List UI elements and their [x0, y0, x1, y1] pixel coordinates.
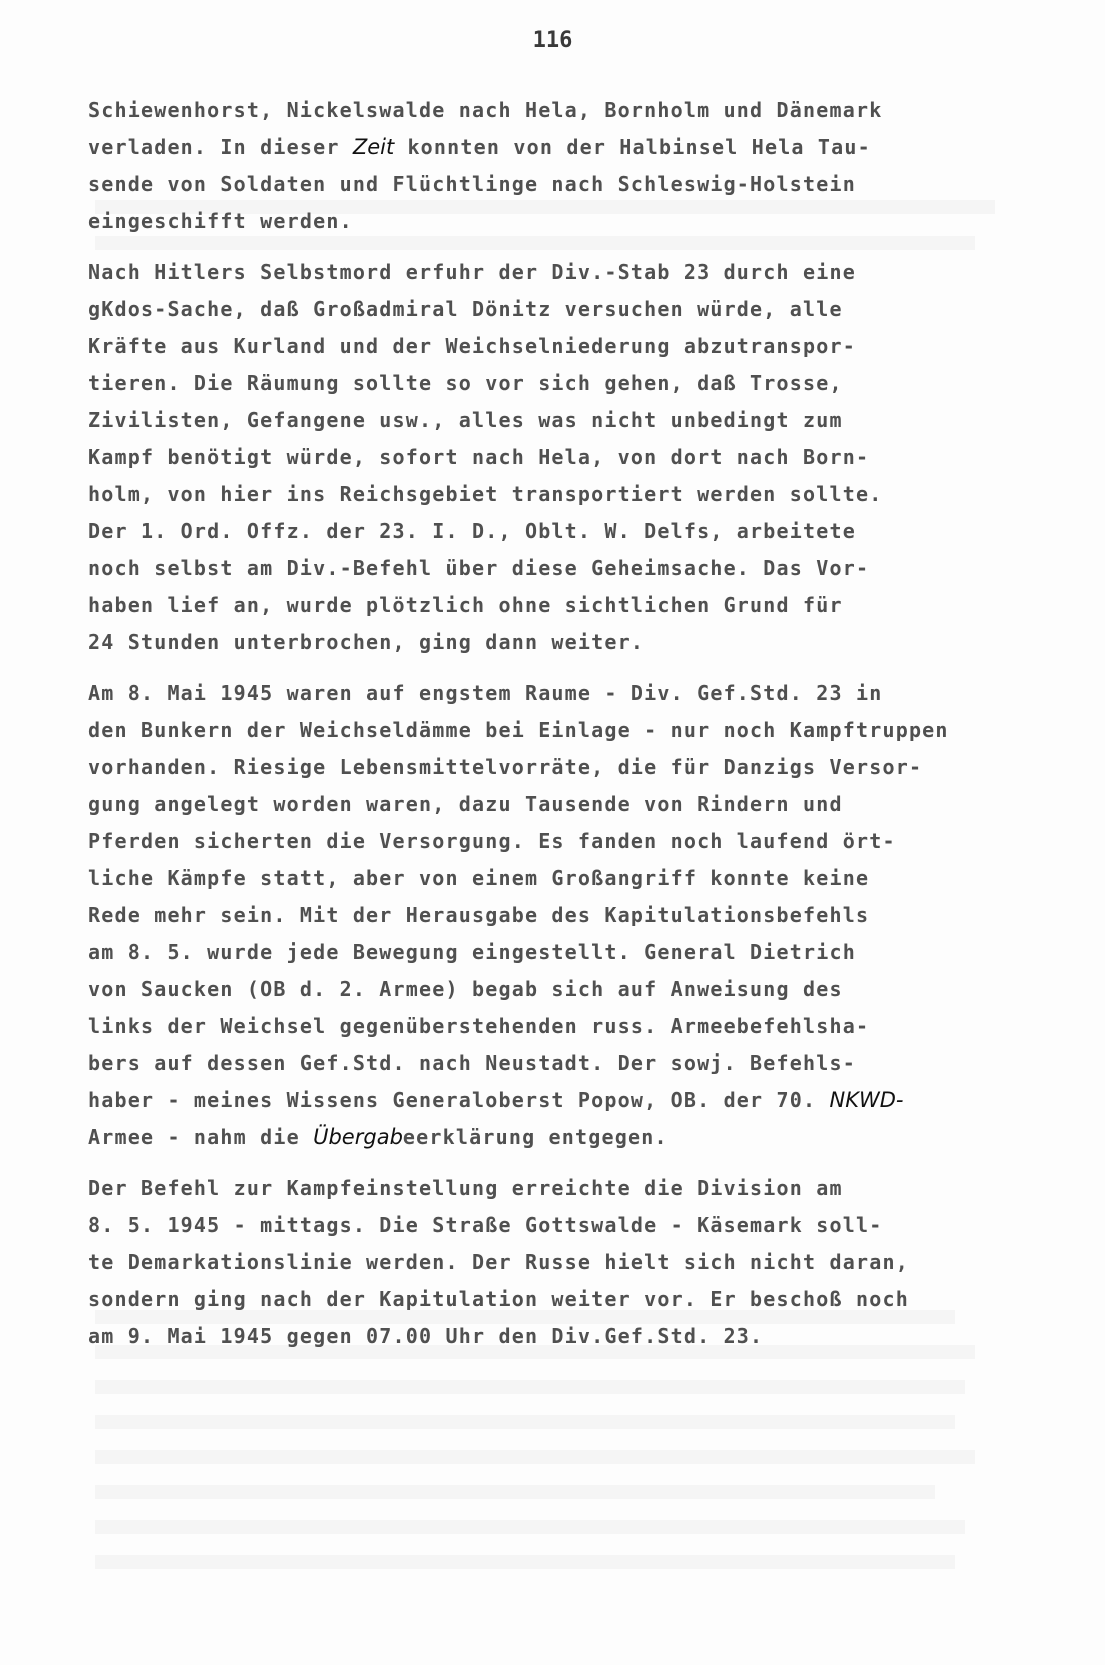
typed-text: Zivilisten, Gefangene usw., alles was nicht unbedingt zum — [88, 408, 843, 432]
typed-text: Am 8. Mai 1945 waren auf engstem Raume - Div. Gef.Std. 23 in — [88, 681, 883, 705]
text-line — [88, 1207, 1078, 1244]
typed-text: konnten von der Halbinsel Hela Tau- — [394, 135, 871, 159]
text-line — [88, 166, 1078, 203]
handwritten-insertion: Übergab — [313, 1125, 403, 1149]
text-line — [88, 749, 1078, 786]
text-line — [88, 1318, 1078, 1355]
text-line — [88, 587, 1078, 624]
text-line — [88, 624, 1078, 661]
typed-text: haben lief an, wurde plötzlich ohne sichtlichen Grund für — [88, 593, 843, 617]
typed-text: sondern ging nach der Kapitulation weiter vor. Er beschoß noch — [88, 1287, 909, 1311]
bleed-through-line — [95, 1520, 965, 1534]
typed-text: von Saucken (OB d. 2. Armee) begab sich auf Anweisung des — [88, 977, 843, 1001]
text-line — [88, 439, 1078, 476]
text-line — [88, 1082, 1078, 1119]
text-line — [88, 328, 1078, 365]
text-line — [88, 1045, 1078, 1082]
text-line — [88, 860, 1078, 897]
text-line — [88, 1170, 1078, 1207]
bleed-through-line — [95, 1450, 975, 1464]
bleed-through-line — [95, 1555, 955, 1569]
typed-text: noch selbst am Div.-Befehl über diese Geheimsache. Das Vor- — [88, 556, 870, 580]
text-line — [88, 513, 1078, 550]
typed-text: gKdos-Sache, daß Großadmiral Dönitz versuchen würde, alle — [88, 297, 843, 321]
text-line — [88, 476, 1078, 513]
text-line — [88, 934, 1078, 971]
text-line — [88, 712, 1078, 749]
typed-text: Der 1. Ord. Offz. der 23. I. D., Oblt. W. Delfs, arbeitete — [88, 519, 856, 543]
typed-text: gung angelegt worden waren, dazu Tausende von Rindern und — [88, 792, 843, 816]
text-line — [88, 203, 1078, 240]
paragraph — [88, 1170, 1078, 1355]
typed-text: Rede mehr sein. Mit der Herausgabe des Kapitulationsbefehls — [88, 903, 870, 927]
typed-text: Kampf benötigt würde, sofort nach Hela, von dort nach Born- — [88, 445, 870, 469]
typed-text: am 8. 5. wurde jede Bewegung eingestellt. General Dietrich — [88, 940, 856, 964]
text-line — [88, 365, 1078, 402]
text-line — [88, 291, 1078, 328]
typed-text: am 9. Mai 1945 gegen 07.00 Uhr den Div.Gef.Std. 23. — [88, 1324, 764, 1348]
body-text — [88, 92, 1078, 1369]
text-line — [88, 1008, 1078, 1045]
text-line — [88, 129, 1078, 166]
text-line — [88, 823, 1078, 860]
text-line — [88, 254, 1078, 291]
text-line — [88, 92, 1078, 129]
text-line — [88, 897, 1078, 934]
typed-text: te Demarkationslinie werden. Der Russe hielt sich nicht daran, — [88, 1250, 909, 1274]
typed-text: 24 Stunden unterbrochen, ging dann weiter. — [88, 630, 645, 654]
typed-text: Schiewenhorst, Nickelswalde nach Hela, Bornholm und Dänemark — [88, 98, 883, 122]
typed-text: den Bunkern der Weichseldämme bei Einlage - nur noch Kampftruppen — [88, 718, 949, 742]
text-line — [88, 1281, 1078, 1318]
bleed-through-line — [95, 1485, 935, 1499]
typed-text: 8. 5. 1945 - mittags. Die Straße Gottswalde - Käsemark soll- — [88, 1213, 883, 1237]
bleed-through-line — [95, 1380, 965, 1394]
paragraph — [88, 254, 1078, 661]
typed-text: verladen. In dieser — [88, 135, 353, 159]
paragraph — [88, 92, 1078, 240]
bleed-through-line — [95, 1415, 955, 1429]
typed-text: haber - meines Wissens Generaloberst Popow, OB. der 70. — [88, 1088, 830, 1112]
typed-text: vorhanden. Riesige Lebensmittelvorräte, die für Danzigs Versor- — [88, 755, 923, 779]
typed-text: Nach Hitlers Selbstmord erfuhr der Div.-Stab 23 durch eine — [88, 260, 856, 284]
text-line — [88, 1119, 1078, 1156]
typed-text: holm, von hier ins Reichsgebiet transportiert werden sollte. — [88, 482, 883, 506]
typed-text: Kräfte aus Kurland und der Weichselniederung abzutranspor- — [88, 334, 856, 358]
text-line — [88, 971, 1078, 1008]
text-line — [88, 402, 1078, 439]
handwritten-insertion: NKWD- — [829, 1088, 904, 1112]
text-line — [88, 1244, 1078, 1281]
typed-text: Pferden sicherten die Versorgung. Es fanden noch laufend ört- — [88, 829, 896, 853]
typed-text: liche Kämpfe statt, aber von einem Großangriff konnte keine — [88, 866, 870, 890]
paragraph — [88, 675, 1078, 1156]
text-line — [88, 786, 1078, 823]
typed-text: eingeschifft werden. — [88, 209, 353, 233]
text-line — [88, 675, 1078, 712]
typed-text: bers auf dessen Gef.Std. nach Neustadt. Der sowj. Befehls- — [88, 1051, 856, 1075]
typed-text: eerklärung entgegen. — [402, 1125, 668, 1149]
handwritten-insertion: Zeit — [352, 135, 395, 159]
typed-text: sende von Soldaten und Flüchtlinge nach Schleswig-Holstein — [88, 172, 856, 196]
text-line — [88, 550, 1078, 587]
typed-text: Der Befehl zur Kampfeinstellung erreichte die Division am — [88, 1176, 843, 1200]
page-number: 116 — [532, 28, 573, 53]
typed-text: tieren. Die Räumung sollte so vor sich gehen, daß Trosse, — [88, 371, 843, 395]
typed-text: links der Weichsel gegenüberstehenden russ. Armeebefehlsha- — [88, 1014, 870, 1038]
typed-text: Armee - nahm die — [88, 1125, 314, 1149]
